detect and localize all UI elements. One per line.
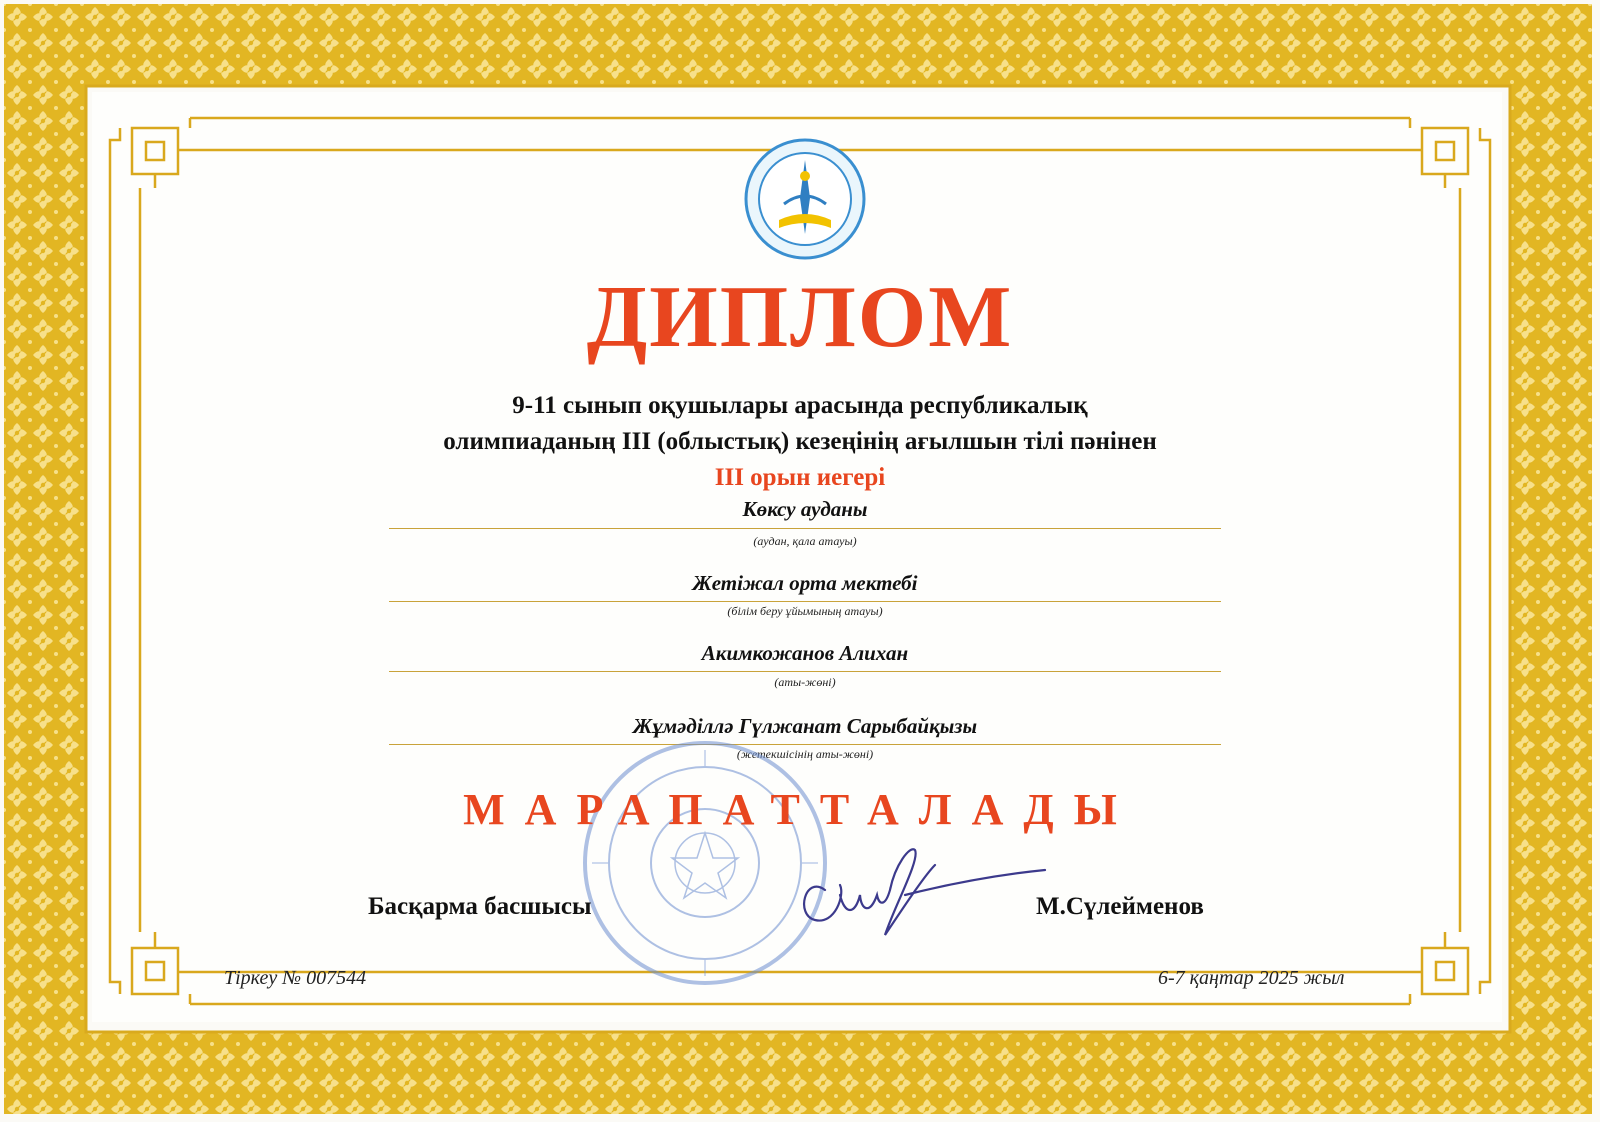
- issue-date: 6-7 қаңтар 2025 жыл: [1158, 967, 1345, 989]
- supervisor-hint: (жетекшісінің аты-жөні): [736, 747, 874, 761]
- field-rule: [389, 528, 1221, 529]
- field-rule: [389, 671, 1221, 672]
- award-text: МАРАПАТТАЛАДЫ: [463, 785, 1137, 834]
- signer-name: М.Сүлейменов: [1036, 893, 1204, 920]
- district-hint: (аудан, қала атауы): [753, 534, 857, 548]
- supervisor-value: Жұмәділлә Гүлжанат Сарыбайқызы: [632, 714, 978, 738]
- signer-role: Басқарма басшысы: [368, 893, 592, 920]
- student-name-hint: (аты-жөні): [774, 675, 836, 689]
- place-text: ІІІ орын иегері: [714, 464, 886, 491]
- school-hint: (білім беру ұйымының атауы): [727, 604, 883, 618]
- subtitle-line-1: 9-11 сынып оқушылары арасында республикалық: [512, 392, 1088, 419]
- field-rule: [389, 601, 1221, 602]
- handwritten-signature-icon: [795, 835, 1055, 965]
- district-value: Көксу ауданы: [742, 497, 868, 521]
- subtitle-line-2: олимпиаданың ІІІ (облыстық) кезеңінің ағылшын тілі пәнінен: [443, 428, 1157, 455]
- diploma-title: ДИПЛОМ: [586, 269, 1014, 366]
- olympiad-emblem-icon: [744, 138, 866, 260]
- school-value: Жетіжал орта мектебі: [692, 571, 918, 595]
- student-name-value: Акимкожанов Алихан: [701, 641, 909, 665]
- official-seal-icon: [580, 738, 830, 988]
- registration-number: Тіркеу № 007544: [224, 967, 367, 989]
